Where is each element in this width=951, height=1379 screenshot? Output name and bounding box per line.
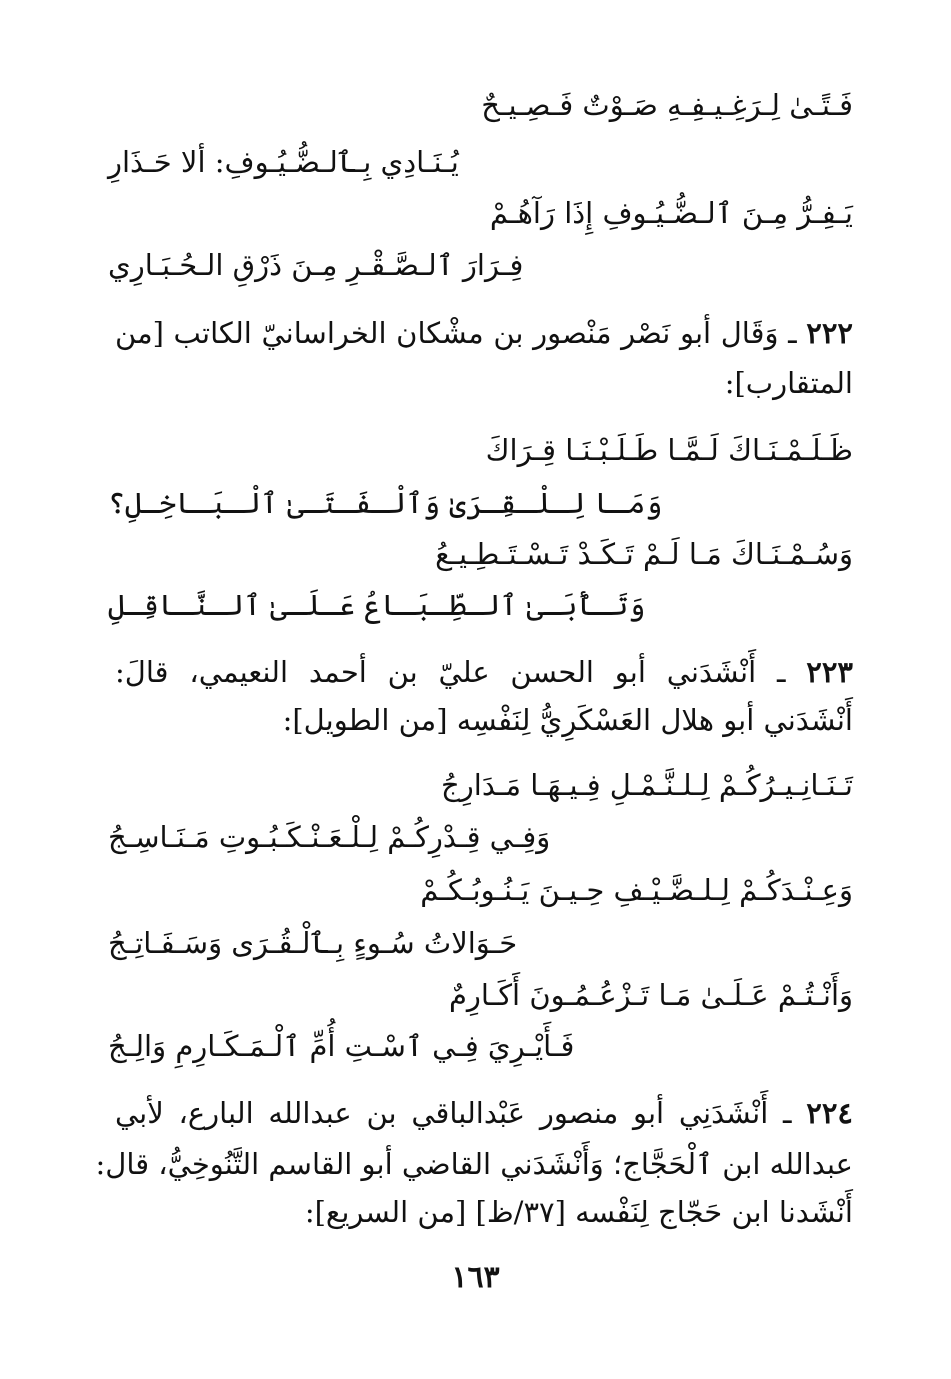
entry-224-line3: أَنْشَدنا ابن حَجّاج لِنَفْسه [٣٧/ظ] [من السريع]: [304,1195,853,1229]
entry-222-line2: المتقارب]: [724,366,853,400]
entry-223-line2: أَنْشَدَني أبو هلال العَسْكَرِيُّ لِنَفْسِه [من الطويل]: [282,703,853,737]
entry-222-number: ٢٢٢ [806,316,854,350]
poem3-line5: وَأَنْـتُـمْ عَـلَـىٰ مَـا تَـزْعُـمُـونَ أَكَـارِمٌ [448,978,853,1012]
poem2-line3: وَسُـمْـنَـاكَ مَـا لَـمْ تَـكَـدْ تَـسْـتَـطِـيـعُ [435,537,853,571]
page-number: ١٦٣ [451,1260,500,1295]
entry-223-number: ٢٢٣ [806,655,854,689]
poem2-line1: ظَـلَـمْـنَـاكَ لَـمَّـا طَـلَـبْـنَـا قِـرَاكَ [485,433,853,467]
poem1-line3: يَـفِـرُّ مِـنَ ٱلـضُّـيُـوفِ إِذَا رَآهُـمْ [489,196,853,230]
poem3-line1: تَـنَـانِـيـرُكُـمْ لِـلـنَّـمْـلِ فِـيـهَـا مَـدَارِجُ [441,768,853,802]
entry-223-line1 [115,652,853,692]
entry-223-text: ـ أَنْشَدَني أبو الحسن عليّ بن أحمد النعيمي، قالَ: [115,655,786,689]
entry-222-text: ـ وَقَال أبو نَصْر مَنْصور بن مشْكان الخراسانيّ الكاتب [من [115,316,797,350]
entry-224-line2: عبدالله ابن ٱلْحَجَّاج؛ وَأَنْشَدَني القاضي أبو القاسم التَّنُوخِيُّ، قال: [95,1147,853,1181]
entry-224-text: ـ أَنْشَدَنِي أبو منصور عَبْدالباقي بن عبدالله البارع، لأبي [115,1096,792,1130]
poem1-line2: يُـنَـادِي بِـٱلـضُّـيُـوفِ: ألا حَـذَارِ [108,145,459,179]
poem2-line2: وَمَـا لِـلْـقِـرَىٰ وَٱلْـفَـتَـىٰ ٱلْـبَـاخِـلِ؟ [108,486,663,520]
poem1-line4: فِـرَارَ ٱلـصَّـقْـرِ مِـنَ ذَرْقِ الـحُـبَـارِي [108,248,524,282]
entry-222-line1 [115,313,853,353]
poem1-line1: فَـتًـىٰ لِـرَغِـيـفِـهِ صَـوْتٌ فَـصِـيـحٌ [481,88,853,122]
entry-224-number: ٢٢٤ [806,1096,854,1130]
poem3-line3: وَعِـنْـدَكُـمْ لِـلـضَّـيْـفِ حِـيـنَ يَـنُـوبُـكُـمْ [420,873,853,907]
poem3-line4: حَـوَالاتُ سُـوءٍ بِـٱلْـقُـرَى وَسَـفَـاتِـجُ [108,926,518,960]
poem3-line6: فَـأَيْـرِيَ فِـي ٱسْـتِ أُمِّ ٱلْـمَـكَـارِمِ وَالِـجُ [108,1029,575,1063]
poem3-line2: وَفِـي قِـدْرِكُـمْ لِـلْـعَـنْـكَـبُـوتِ مَـنَـاسِـجُ [108,820,551,854]
poem2-line4: وَتَـأْبَـىٰ ٱلـطِّـبَـاعُ عَـلَـىٰ ٱلـنَّـاقِـلِ [108,588,646,622]
entry-224-line1 [115,1093,853,1133]
